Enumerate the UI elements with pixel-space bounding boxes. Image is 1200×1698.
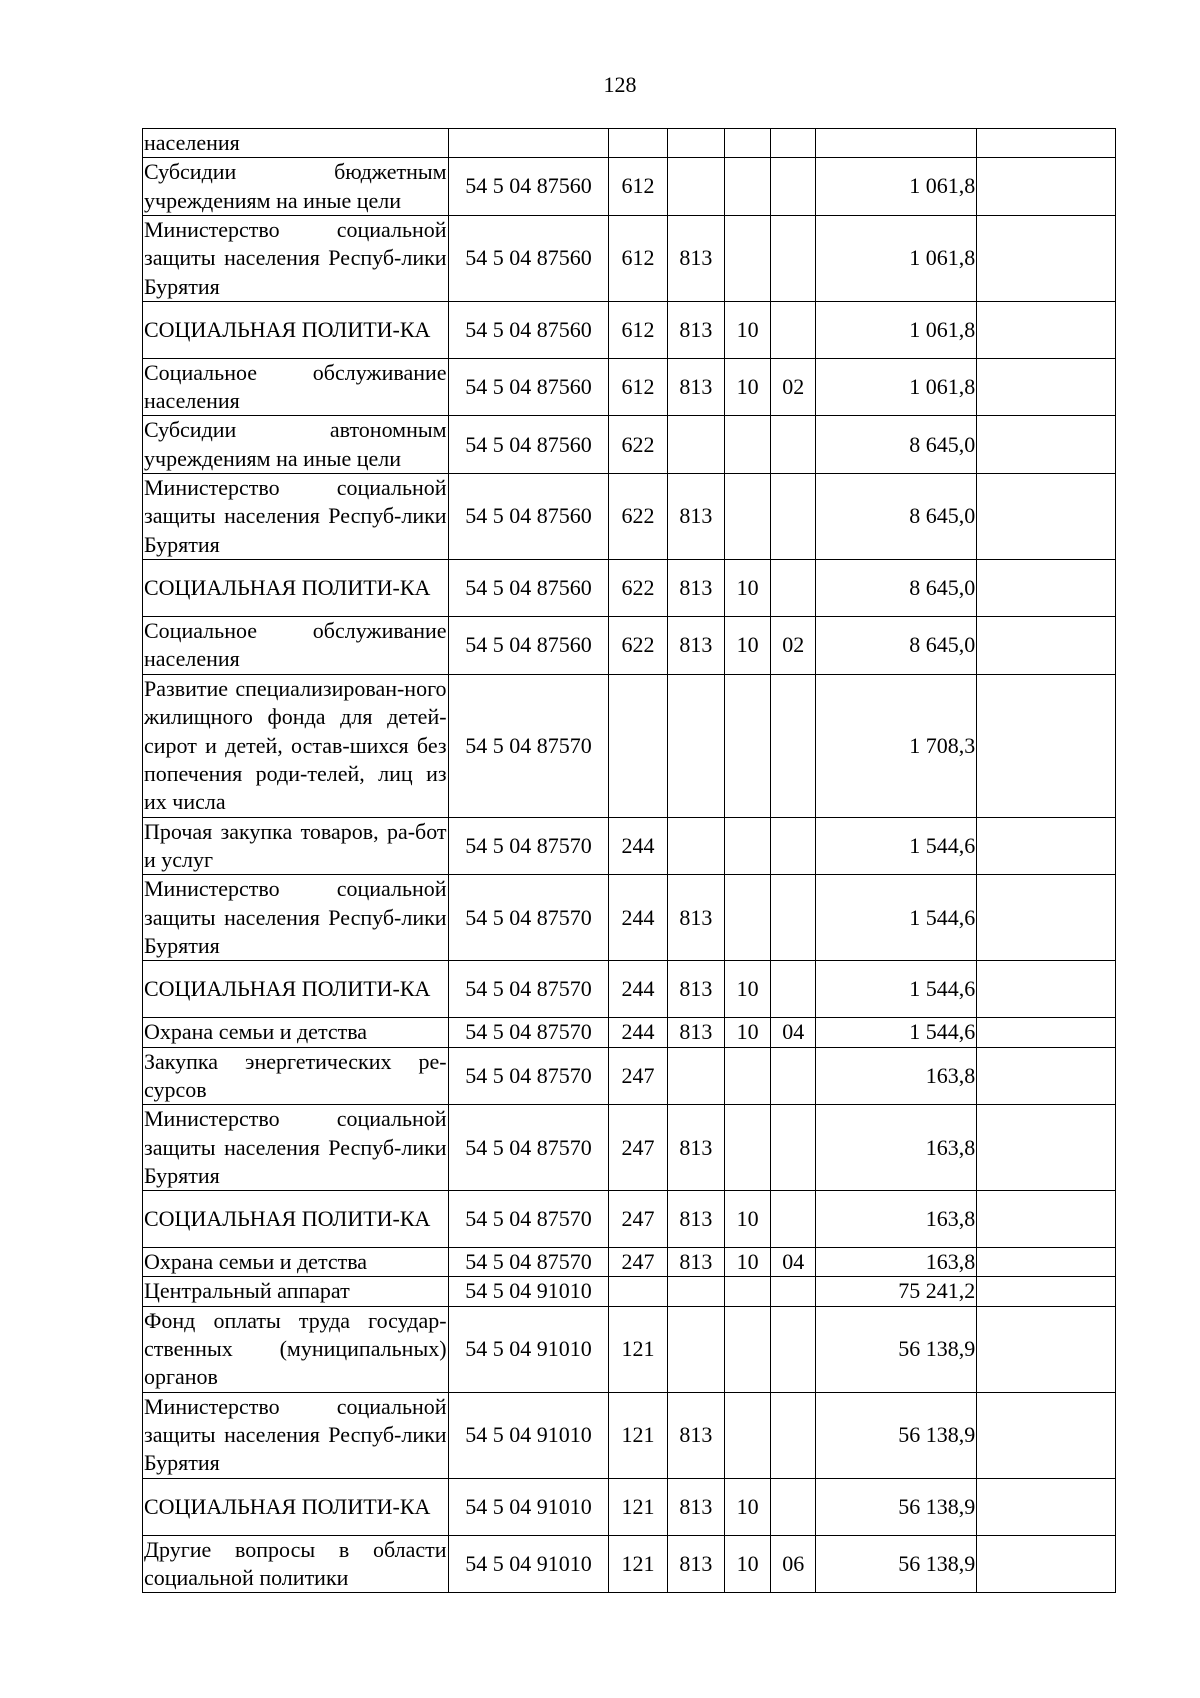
row-subsection-cell: 04 [771, 1248, 816, 1277]
row-ministry-code-cell: 813 [667, 1392, 724, 1478]
table-row [143, 416, 1116, 474]
row-expense-type-cell: 612 [609, 215, 667, 301]
row-amount-cell: 163,8 [816, 1248, 977, 1277]
table-row [143, 875, 1116, 961]
row-empty-cell [977, 474, 1116, 560]
row-empty-cell [977, 875, 1116, 961]
table-row [143, 1535, 1116, 1593]
row-amount-cell: 163,8 [816, 1191, 977, 1248]
row-empty-cell [977, 617, 1116, 675]
row-name-cell: населения [143, 129, 449, 158]
row-amount-cell: 8 645,0 [816, 416, 977, 474]
row-amount-cell: 56 138,9 [816, 1535, 977, 1593]
row-subsection-cell [771, 1306, 816, 1392]
table-row [143, 1191, 1116, 1248]
row-expense-type-cell: 622 [609, 560, 667, 617]
row-expense-type-cell [609, 674, 667, 817]
row-amount-cell: 1 544,6 [816, 1018, 977, 1047]
row-expense-type-cell: 612 [609, 301, 667, 358]
table-row [143, 158, 1116, 216]
row-section-cell [724, 1392, 770, 1478]
row-empty-cell [977, 1478, 1116, 1535]
row-subsection-cell [771, 560, 816, 617]
row-name-cell: СОЦИАЛЬНАЯ ПОЛИТИ-КА [143, 961, 449, 1018]
row-subsection-cell [771, 129, 816, 158]
row-subsection-cell: 04 [771, 1018, 816, 1047]
row-name-cell: Прочая закупка товаров, ра-бот и услуг [143, 817, 449, 875]
row-empty-cell [977, 674, 1116, 817]
budget-table [142, 128, 1116, 1593]
row-empty-cell [977, 1047, 1116, 1105]
row-amount-cell: 8 645,0 [816, 474, 977, 560]
row-name-cell: Социальное обслуживание населения [143, 617, 449, 675]
row-name-cell: СОЦИАЛЬНАЯ ПОЛИТИ-КА [143, 560, 449, 617]
row-expense-type-cell: 121 [609, 1535, 667, 1593]
row-subsection-cell [771, 817, 816, 875]
row-name-cell: Социальное обслуживание населения [143, 358, 449, 416]
row-target-article-cell: 54 5 04 87560 [448, 158, 609, 216]
table-row [143, 617, 1116, 675]
row-amount-cell: 1 061,8 [816, 301, 977, 358]
row-name-cell: Министерство социальной защиты населения Респуб-лики Бурятия [143, 875, 449, 961]
row-section-cell [724, 817, 770, 875]
row-ministry-code-cell: 813 [667, 301, 724, 358]
row-subsection-cell [771, 1392, 816, 1478]
row-expense-type-cell: 244 [609, 1018, 667, 1047]
row-ministry-code-cell [667, 1047, 724, 1105]
row-ministry-code-cell: 813 [667, 1191, 724, 1248]
row-name-cell: Другие вопросы в области социальной политики [143, 1535, 449, 1593]
row-subsection-cell: 06 [771, 1535, 816, 1593]
table-row [143, 1277, 1116, 1306]
row-section-cell: 10 [724, 1535, 770, 1593]
row-target-article-cell: 54 5 04 87560 [448, 215, 609, 301]
table-row [143, 1105, 1116, 1191]
row-name-cell: Закупка энергетических ре-сурсов [143, 1047, 449, 1105]
row-target-article-cell: 54 5 04 87570 [448, 1047, 609, 1105]
row-expense-type-cell: 121 [609, 1392, 667, 1478]
row-name-cell: Министерство социальной защиты населения Респуб-лики Бурятия [143, 474, 449, 560]
row-empty-cell [977, 215, 1116, 301]
row-section-cell [724, 875, 770, 961]
table-row [143, 674, 1116, 817]
row-target-article-cell: 54 5 04 87570 [448, 1248, 609, 1277]
row-subsection-cell [771, 875, 816, 961]
row-subsection-cell: 02 [771, 358, 816, 416]
table-row [143, 1018, 1116, 1047]
row-subsection-cell [771, 1191, 816, 1248]
row-amount-cell: 1 708,3 [816, 674, 977, 817]
row-subsection-cell [771, 1277, 816, 1306]
row-expense-type-cell: 612 [609, 158, 667, 216]
row-ministry-code-cell [667, 158, 724, 216]
row-target-article-cell [448, 129, 609, 158]
row-ministry-code-cell: 813 [667, 1478, 724, 1535]
row-subsection-cell [771, 158, 816, 216]
table-row [143, 1047, 1116, 1105]
row-amount-cell: 56 138,9 [816, 1306, 977, 1392]
row-empty-cell [977, 358, 1116, 416]
row-section-cell: 10 [724, 617, 770, 675]
row-ministry-code-cell: 813 [667, 474, 724, 560]
row-section-cell [724, 129, 770, 158]
row-name-cell: СОЦИАЛЬНАЯ ПОЛИТИ-КА [143, 1191, 449, 1248]
row-empty-cell [977, 817, 1116, 875]
row-subsection-cell [771, 674, 816, 817]
row-ministry-code-cell [667, 1306, 724, 1392]
table-row [143, 1248, 1116, 1277]
row-expense-type-cell: 247 [609, 1105, 667, 1191]
page-number: 128 [603, 72, 637, 97]
row-ministry-code-cell: 813 [667, 617, 724, 675]
row-subsection-cell [771, 1047, 816, 1105]
row-amount-cell: 1 061,8 [816, 215, 977, 301]
row-empty-cell [977, 416, 1116, 474]
table-row [143, 961, 1116, 1018]
row-subsection-cell [771, 961, 816, 1018]
row-expense-type-cell: 247 [609, 1047, 667, 1105]
row-section-cell [724, 158, 770, 216]
row-expense-type-cell [609, 129, 667, 158]
row-empty-cell [977, 1392, 1116, 1478]
row-subsection-cell [771, 215, 816, 301]
row-target-article-cell: 54 5 04 87570 [448, 961, 609, 1018]
row-target-article-cell: 54 5 04 91010 [448, 1277, 609, 1306]
row-section-cell: 10 [724, 1191, 770, 1248]
row-amount-cell [816, 129, 977, 158]
row-subsection-cell [771, 301, 816, 358]
row-section-cell: 10 [724, 1478, 770, 1535]
row-empty-cell [977, 158, 1116, 216]
row-expense-type-cell: 244 [609, 817, 667, 875]
row-amount-cell: 1 544,6 [816, 817, 977, 875]
table-row [143, 560, 1116, 617]
row-ministry-code-cell: 813 [667, 961, 724, 1018]
row-empty-cell [977, 560, 1116, 617]
row-name-cell: Центральный аппарат [143, 1277, 449, 1306]
row-target-article-cell: 54 5 04 87560 [448, 617, 609, 675]
row-expense-type-cell: 247 [609, 1191, 667, 1248]
row-amount-cell: 1 544,6 [816, 961, 977, 1018]
row-name-cell: СОЦИАЛЬНАЯ ПОЛИТИ-КА [143, 301, 449, 358]
row-amount-cell: 163,8 [816, 1105, 977, 1191]
row-ministry-code-cell: 813 [667, 1248, 724, 1277]
row-amount-cell: 75 241,2 [816, 1277, 977, 1306]
row-empty-cell [977, 1248, 1116, 1277]
row-empty-cell [977, 1277, 1116, 1306]
row-section-cell [724, 1047, 770, 1105]
row-expense-type-cell: 247 [609, 1248, 667, 1277]
row-empty-cell [977, 1018, 1116, 1047]
row-amount-cell: 56 138,9 [816, 1392, 977, 1478]
row-target-article-cell: 54 5 04 87570 [448, 817, 609, 875]
row-section-cell: 10 [724, 358, 770, 416]
table-row [143, 215, 1116, 301]
row-section-cell [724, 1277, 770, 1306]
row-ministry-code-cell: 813 [667, 215, 724, 301]
row-target-article-cell: 54 5 04 87560 [448, 301, 609, 358]
row-expense-type-cell: 121 [609, 1306, 667, 1392]
row-name-cell: Охрана семьи и детства [143, 1248, 449, 1277]
table-row [143, 474, 1116, 560]
row-subsection-cell [771, 1478, 816, 1535]
row-section-cell: 10 [724, 961, 770, 1018]
row-expense-type-cell: 121 [609, 1478, 667, 1535]
table-row [143, 129, 1116, 158]
row-ministry-code-cell [667, 416, 724, 474]
row-subsection-cell: 02 [771, 617, 816, 675]
row-subsection-cell [771, 1105, 816, 1191]
row-section-cell: 10 [724, 301, 770, 358]
row-section-cell: 10 [724, 560, 770, 617]
row-empty-cell [977, 129, 1116, 158]
row-expense-type-cell [609, 1277, 667, 1306]
row-expense-type-cell: 244 [609, 875, 667, 961]
row-name-cell: Субсидии бюджетным учреждениям на иные цели [143, 158, 449, 216]
table-row [143, 1478, 1116, 1535]
table-row [143, 817, 1116, 875]
row-ministry-code-cell: 813 [667, 1018, 724, 1047]
row-name-cell: Министерство социальной защиты населения Респуб-лики Бурятия [143, 215, 449, 301]
row-amount-cell: 56 138,9 [816, 1478, 977, 1535]
row-target-article-cell: 54 5 04 91010 [448, 1478, 609, 1535]
row-section-cell [724, 474, 770, 560]
row-section-cell: 10 [724, 1248, 770, 1277]
row-expense-type-cell: 612 [609, 358, 667, 416]
row-amount-cell: 1 544,6 [816, 875, 977, 961]
row-ministry-code-cell [667, 129, 724, 158]
row-name-cell: Субсидии автономным учреждениям на иные цели [143, 416, 449, 474]
row-name-cell: Министерство социальной защиты населения Респуб-лики Бурятия [143, 1392, 449, 1478]
row-section-cell [724, 215, 770, 301]
row-target-article-cell: 54 5 04 87560 [448, 474, 609, 560]
row-subsection-cell [771, 416, 816, 474]
row-section-cell [724, 1105, 770, 1191]
row-target-article-cell: 54 5 04 87570 [448, 875, 609, 961]
row-amount-cell: 8 645,0 [816, 617, 977, 675]
row-expense-type-cell: 622 [609, 617, 667, 675]
row-amount-cell: 163,8 [816, 1047, 977, 1105]
row-empty-cell [977, 1306, 1116, 1392]
row-ministry-code-cell [667, 817, 724, 875]
row-target-article-cell: 54 5 04 87570 [448, 674, 609, 817]
row-section-cell [724, 674, 770, 817]
row-empty-cell [977, 1191, 1116, 1248]
row-ministry-code-cell [667, 1277, 724, 1306]
row-expense-type-cell: 622 [609, 416, 667, 474]
row-target-article-cell: 54 5 04 87570 [448, 1018, 609, 1047]
table-row [143, 301, 1116, 358]
row-target-article-cell: 54 5 04 87560 [448, 416, 609, 474]
row-empty-cell [977, 1535, 1116, 1593]
row-target-article-cell: 54 5 04 91010 [448, 1392, 609, 1478]
row-empty-cell [977, 1105, 1116, 1191]
table-row [143, 1306, 1116, 1392]
row-ministry-code-cell: 813 [667, 875, 724, 961]
table-row [143, 1392, 1116, 1478]
row-name-cell: Министерство социальной защиты населения Респуб-лики Бурятия [143, 1105, 449, 1191]
row-target-article-cell: 54 5 04 91010 [448, 1306, 609, 1392]
row-target-article-cell: 54 5 04 87570 [448, 1191, 609, 1248]
row-subsection-cell [771, 474, 816, 560]
row-amount-cell: 1 061,8 [816, 158, 977, 216]
row-section-cell [724, 1306, 770, 1392]
row-name-cell: Фонд оплаты труда государ-ственных (муниципальных) органов [143, 1306, 449, 1392]
row-target-article-cell: 54 5 04 87570 [448, 1105, 609, 1191]
row-name-cell: Развитие специализирован-ного жилищного фонда для детей-сирот и детей, остав-шихся без попечения роди-телей, лиц из их числа [143, 674, 449, 817]
row-ministry-code-cell: 813 [667, 560, 724, 617]
row-empty-cell [977, 301, 1116, 358]
row-expense-type-cell: 622 [609, 474, 667, 560]
row-name-cell: СОЦИАЛЬНАЯ ПОЛИТИ-КА [143, 1478, 449, 1535]
row-section-cell [724, 416, 770, 474]
row-ministry-code-cell: 813 [667, 1535, 724, 1593]
table-row [143, 358, 1116, 416]
row-amount-cell: 1 061,8 [816, 358, 977, 416]
row-empty-cell [977, 961, 1116, 1018]
row-target-article-cell: 54 5 04 87560 [448, 358, 609, 416]
table-body [143, 129, 1116, 1593]
row-ministry-code-cell: 813 [667, 358, 724, 416]
row-amount-cell: 8 645,0 [816, 560, 977, 617]
row-target-article-cell: 54 5 04 91010 [448, 1535, 609, 1593]
row-section-cell: 10 [724, 1018, 770, 1047]
row-target-article-cell: 54 5 04 87560 [448, 560, 609, 617]
row-expense-type-cell: 244 [609, 961, 667, 1018]
row-ministry-code-cell [667, 674, 724, 817]
row-ministry-code-cell: 813 [667, 1105, 724, 1191]
row-name-cell: Охрана семьи и детства [143, 1018, 449, 1047]
